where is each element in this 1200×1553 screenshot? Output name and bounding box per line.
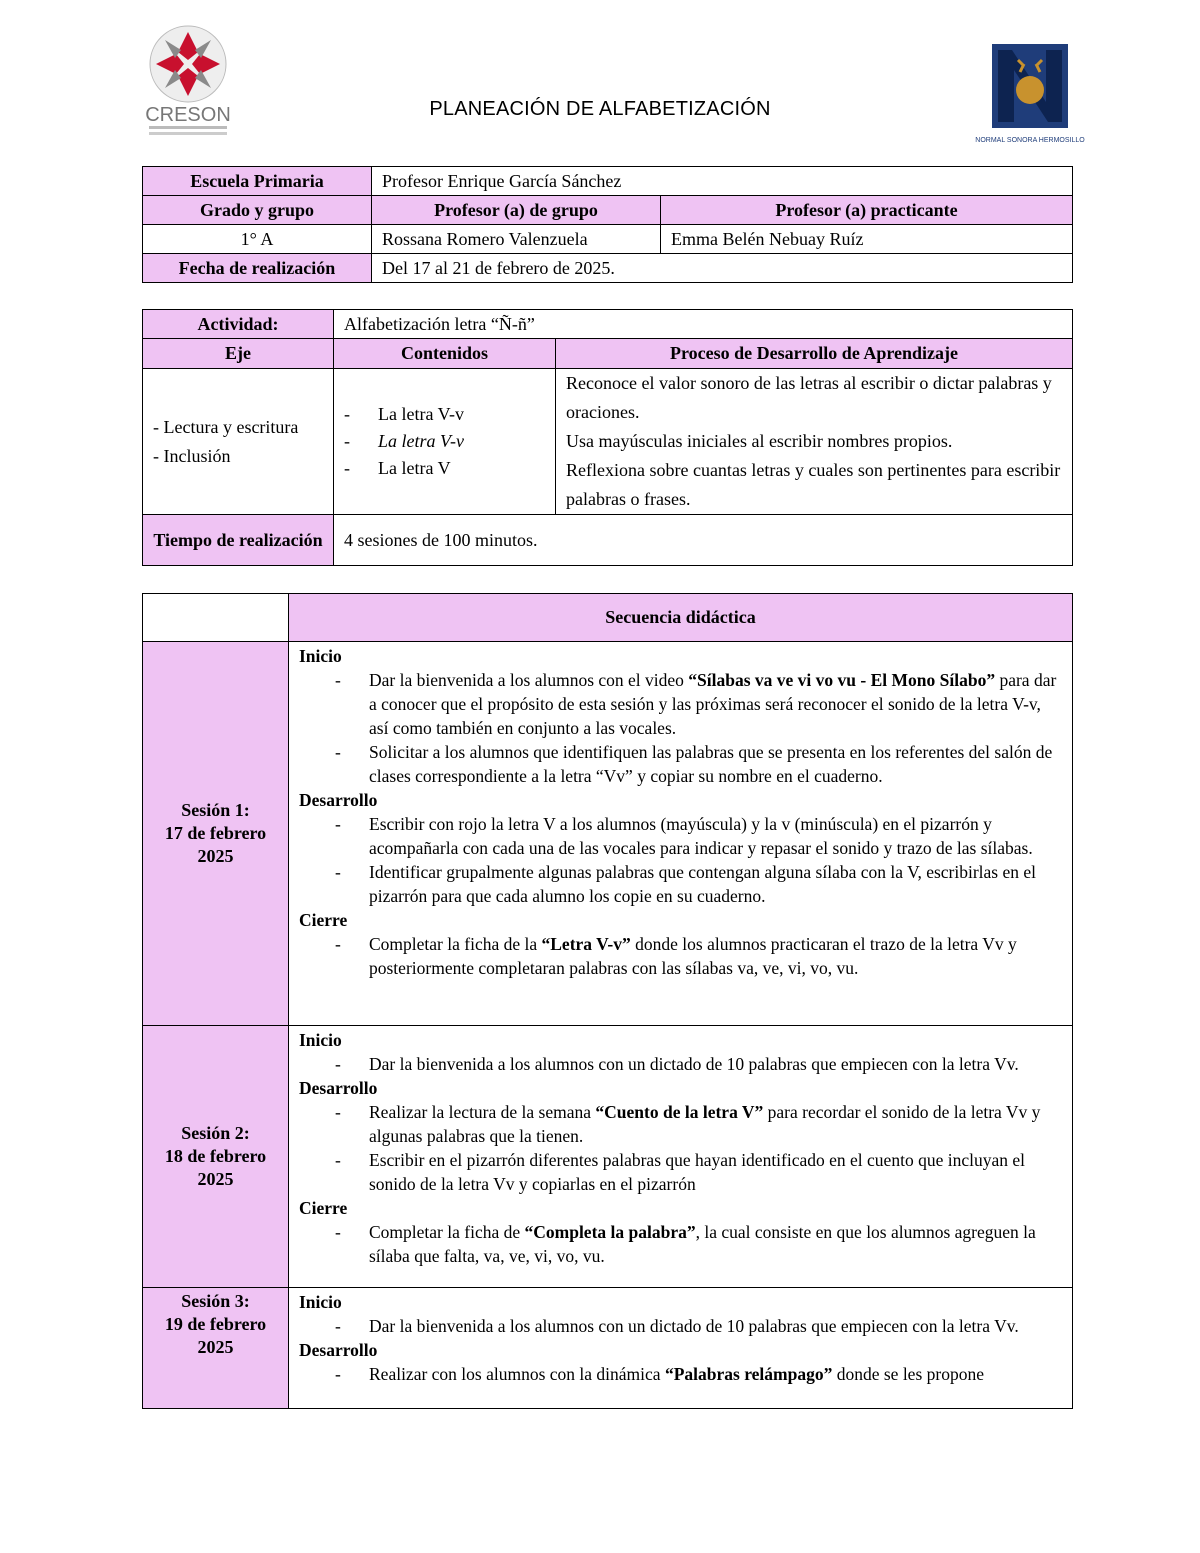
- contenido-item: - La letra V-v: [344, 428, 545, 455]
- contenido-item: - La letra V: [344, 455, 545, 482]
- activity-item: - Escribir con rojo la letra V a los alumnos (mayúscula) y la v (minúscula) en el pizarrón y acompañarla con cada una de las vocales para indicar y repasar el sonido y trazo de las sílabas.: [335, 812, 1062, 860]
- fecha-label: Fecha de realización: [143, 254, 372, 283]
- activity-item: - Realizar con los alumnos con la dinámica “Palabras relámpago” donde se les propone: [335, 1362, 1062, 1386]
- svg-text:NORMAL SONORA HERMOSILLO: NORMAL SONORA HERMOSILLO: [975, 137, 1085, 144]
- fecha-value: Del 17 al 21 de febrero de 2025.: [372, 254, 1073, 283]
- proceso-cell: [556, 369, 1073, 515]
- phase-cierre: Cierre: [299, 1198, 348, 1218]
- phase-inicio: Inicio: [299, 1292, 342, 1312]
- tiempo-value: 4 sesiones de 100 minutos.: [334, 515, 1073, 566]
- proceso-item: Usa mayúsculas iniciales al escribir nombres propios.: [566, 431, 953, 451]
- activity-item: - Completar la ficha de “Completa la palabra”, la cual consiste en que los alumnos agreguen la sílaba que falta, va, ve, vi, vo, vu.: [335, 1220, 1062, 1268]
- actividad-label: Actividad:: [143, 310, 334, 339]
- phase-desarrollo: Desarrollo: [299, 790, 378, 810]
- normal-sonora-logo: [975, 42, 1085, 147]
- activity-item: - Identificar grupalmente algunas palabras que contengan alguna sílaba con la V, escribirlas en el pizarrón para que cada alumno los copie en su cuaderno.: [335, 860, 1062, 908]
- eje-item: - Inclusión: [153, 445, 231, 466]
- grado-label: Grado y grupo: [143, 196, 372, 225]
- proceso-item: Reflexiona sobre cuantas letras y cuales son pertinentes para escribir palabras o frases.: [566, 460, 1061, 509]
- eje-item: - Lectura y escritura: [153, 416, 299, 437]
- document-title: PLANEACIÓN DE ALFABETIZACIÓN: [429, 98, 771, 120]
- session-1-label: Sesión 1: 17 de febrero 2025: [143, 642, 289, 1026]
- session-2-content: [289, 1026, 1073, 1288]
- session-2-label: Sesión 2: 18 de febrero 2025: [143, 1026, 289, 1288]
- session-1-content: [289, 642, 1073, 1026]
- proceso-header: Proceso de Desarrollo de Aprendizaje: [556, 339, 1073, 369]
- activity-item: - Dar la bienvenida a los alumnos con un dictado de 10 palabras que empiecen con la letra Vv.: [335, 1052, 1062, 1076]
- phase-inicio: Inicio: [299, 1030, 342, 1050]
- phase-desarrollo: Desarrollo: [299, 1078, 378, 1098]
- activity-item: - Dar la bienvenida a los alumnos con el video “Sílabas va ve vi vo vu - El Mono Sílabo” para dar a conocer que el propósito de esta sesión y las próximas será reconocer el sonido de la letra V-v, así como también en conjunto a las vocales.: [335, 668, 1062, 740]
- session-3-label: Sesión 3: 19 de febrero 2025: [143, 1288, 289, 1409]
- contenidos-cell: [334, 369, 556, 515]
- eje-cell: [143, 369, 334, 515]
- profesor-practicante-value: Emma Belén Nebuay Ruíz: [661, 225, 1073, 254]
- phase-inicio: Inicio: [299, 646, 342, 666]
- sequence-corner-cell: [143, 594, 289, 642]
- activity-item: - Completar la ficha de la “Letra V-v” donde los alumnos practicaran el trazo de la letra Vv y posteriormente completaran palabras con las sílabas va, ve, vi, vo, vu.: [335, 932, 1062, 980]
- actividad-value: Alfabetización letra “Ñ-ñ”: [334, 310, 1073, 339]
- phase-cierre: Cierre: [299, 910, 348, 930]
- sequence-header: Secuencia didáctica: [289, 594, 1073, 642]
- eje-header: Eje: [143, 339, 334, 369]
- contenido-item: - La letra V-v: [344, 401, 545, 428]
- activity-item: - Escribir en el pizarrón diferentes palabras que hayan identificado en el cuento que incluyan el sonido de la letra Vv y copiarlas en el pizarrón: [335, 1148, 1062, 1196]
- proceso-item: Reconoce el valor sonoro de las letras al escribir o dictar palabras y oraciones.: [566, 373, 1052, 422]
- phase-desarrollo: Desarrollo: [299, 1340, 378, 1360]
- activity-item: - Realizar la lectura de la semana “Cuento de la letra V” para recordar el sonido de la letra Vv y algunas palabras que la tienen.: [335, 1100, 1062, 1148]
- escuela-label: Escuela Primaria: [143, 167, 372, 196]
- sequence-table: [142, 593, 1073, 1409]
- activity-item: - Dar la bienvenida a los alumnos con un dictado de 10 palabras que empiecen con la letra Vv.: [335, 1314, 1062, 1338]
- svg-text:CRESON: CRESON: [145, 104, 231, 126]
- activity-table: [142, 309, 1073, 566]
- contenidos-header: Contenidos: [334, 339, 556, 369]
- escuela-value: Profesor Enrique García Sánchez: [372, 167, 1073, 196]
- activity-item: - Solicitar a los alumnos que identifiquen las palabras que se presenta en los referentes del salón de clases correspondiente a la letra “Vv” y copiar su nombre en el cuaderno.: [335, 740, 1062, 788]
- session-3-content: [289, 1288, 1073, 1409]
- creson-logo: [143, 22, 233, 140]
- tiempo-label: Tiempo de realización: [143, 515, 334, 566]
- school-info-table: [142, 166, 1073, 283]
- profesor-practicante-label: Profesor (a) practicante: [661, 196, 1073, 225]
- profesor-grupo-label: Profesor (a) de grupo: [372, 196, 661, 225]
- grado-value: 1° A: [143, 225, 372, 254]
- profesor-grupo-value: Rossana Romero Valenzuela: [372, 225, 661, 254]
